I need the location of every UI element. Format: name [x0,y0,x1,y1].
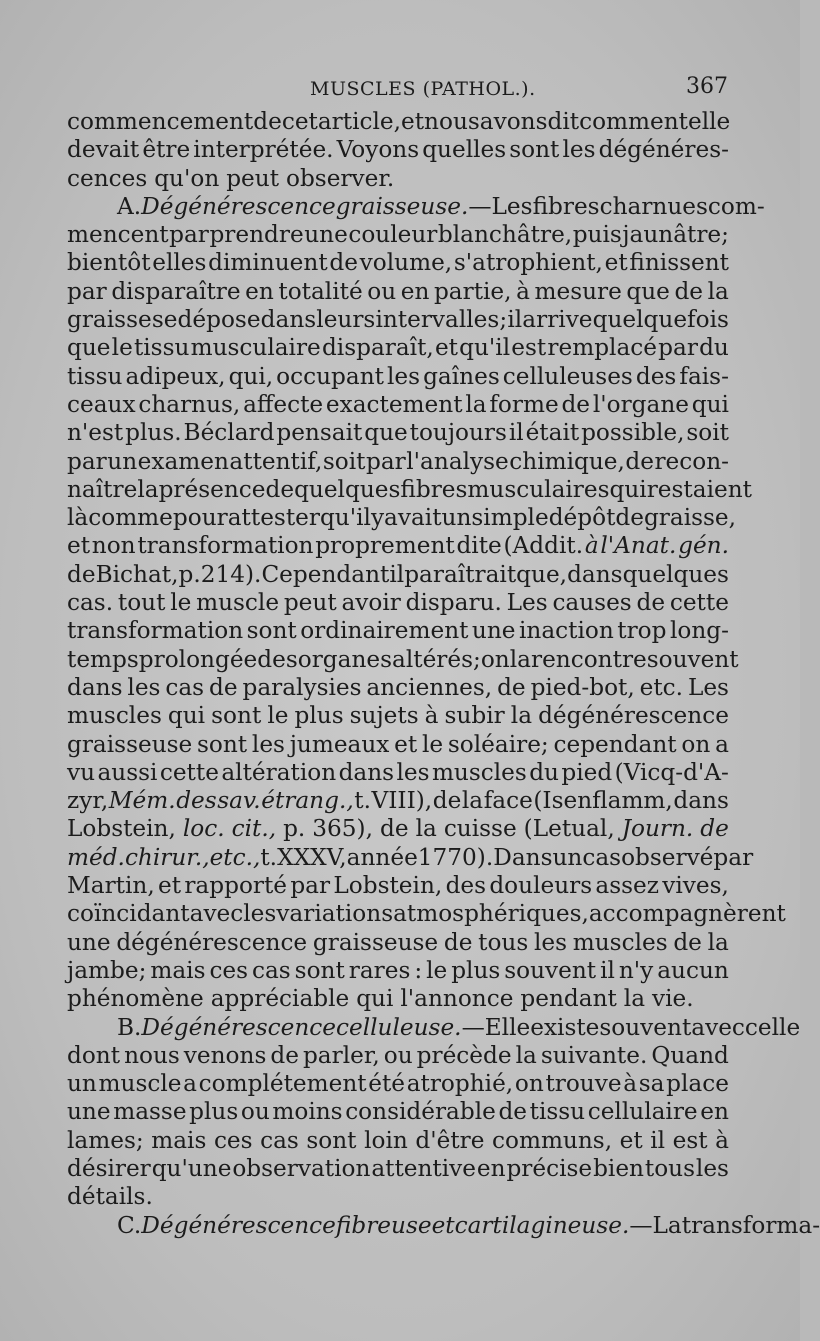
text-line: devait être interprétée. Voyons quelles sont les dégénéres- [67,136,729,164]
text-line: désirer qu'une observation attentive en précise bien tous les [67,1154,729,1182]
text-line: cas. tout le muscle peut avoir disparu. Les causes de cette [67,589,729,617]
text-line: B. Dégénérescence celluleuse. — Elle existe souvent avec celle [117,1013,801,1041]
text-line: et non transformation proprement dite (Addit. à l'Anat. gén. [67,532,729,560]
text-line: C. Dégénérescence fibreuse et cartilagineuse. — La transforma- [117,1211,820,1239]
text-line: graisseuse sont les jumeaux et le soléaire; cependant on a [67,730,729,758]
text-line: vu aussi cette altération dans les muscles du pied (Vicq-d'A- [67,758,729,786]
text-line: lames; mais ces cas sont loin d'être communs, et il est à [67,1126,729,1154]
text-line: muscles qui sont le plus sujets à subir la dégénérescence [67,702,729,730]
text-line: par disparaître en totalité ou en partie, à mesure que de la [67,277,729,305]
text-line: A. Dégénérescence graisseuse. — Les fibres charnues com- [117,192,765,220]
text-line: coïncidant avec les variations atmosphériques, accompagnèrent [67,900,786,928]
running-head: MUSCLES (PATHOL.). [310,78,536,100]
text-line: cences qu'on peut observer. [67,164,395,192]
text-line: de Bichat, p. 214). Cependant il paraîtrait que, dans quelques [67,560,729,588]
text-line: que le tissu musculaire disparaît, et qu'il est remplacé par du [67,334,729,362]
text-line: Lobstein, loc. cit., p. 365), de la cuisse (Letual, Journ. de [67,815,729,843]
text-line: mencent par prendre une couleur blanchâtre, puis jaunâtre; [67,221,729,249]
text-line: temps prolongée des organes altérés; on la rencontre souvent [67,645,739,673]
text-line: un muscle a complétement été atrophié, on trouve à sa place [67,1070,729,1098]
text-line: bientôt elles diminuent de volume, s'atrophient, et finissent [67,249,729,277]
text-line: n'est plus. Béclard pensait que toujours il était possible, soit [67,419,729,447]
text-line: méd. chirur., etc., t. XXXV, année 1770). Dans un cas observé par [67,843,754,871]
text-line: une masse plus ou moins considérable de tissu cellulaire en [67,1098,729,1126]
text-line: une dégénérescence graisseuse de tous les muscles de la [67,928,729,956]
page-header [68,74,728,104]
text-line: dont nous venons de parler, ou précède la suivante. Quand [67,1041,729,1069]
text-line: détails. [67,1183,153,1211]
text-line: transformation sont ordinairement une inaction trop long- [67,617,729,645]
text-line: là comme pour attester qu'il y avait un simple dépôt de graisse, [67,504,737,532]
text-line: par un examen attentif, soit par l'analyse chimique, de recon- [67,447,729,475]
text-line: Martin, et rapporté par Lobstein, des douleurs assez vives, [67,872,729,900]
body-text [67,108,820,1240]
text-line: tissu adipeux, qui, occupant les gaînes celluleuses des fais- [67,362,729,390]
page-number: 367 [686,74,728,99]
text-line: dans les cas de paralysies anciennes, de pied-bot, etc. Les [67,673,729,701]
text-line: zyr, Mém. des sav. étrang., t. VIII), de la face (Isenflamm, dans [67,787,729,815]
text-line: ceaux charnus, affecte exactement la forme de l'organe qui [67,390,729,418]
text-line: commencement de cet article, et nous avons dit comment elle [67,108,731,135]
text-line: graisse se dépose dans leurs intervalles ; il arrive quelquefois [67,306,729,334]
text-line: jambe; mais ces cas sont rares : le plus souvent il n'y aucun [67,956,729,984]
text-line: phénomène appréciable qui l'annonce pendant la vie. [67,985,694,1013]
text-line: naître la présence de quelques fibres musculaires qui restaient [67,475,752,503]
